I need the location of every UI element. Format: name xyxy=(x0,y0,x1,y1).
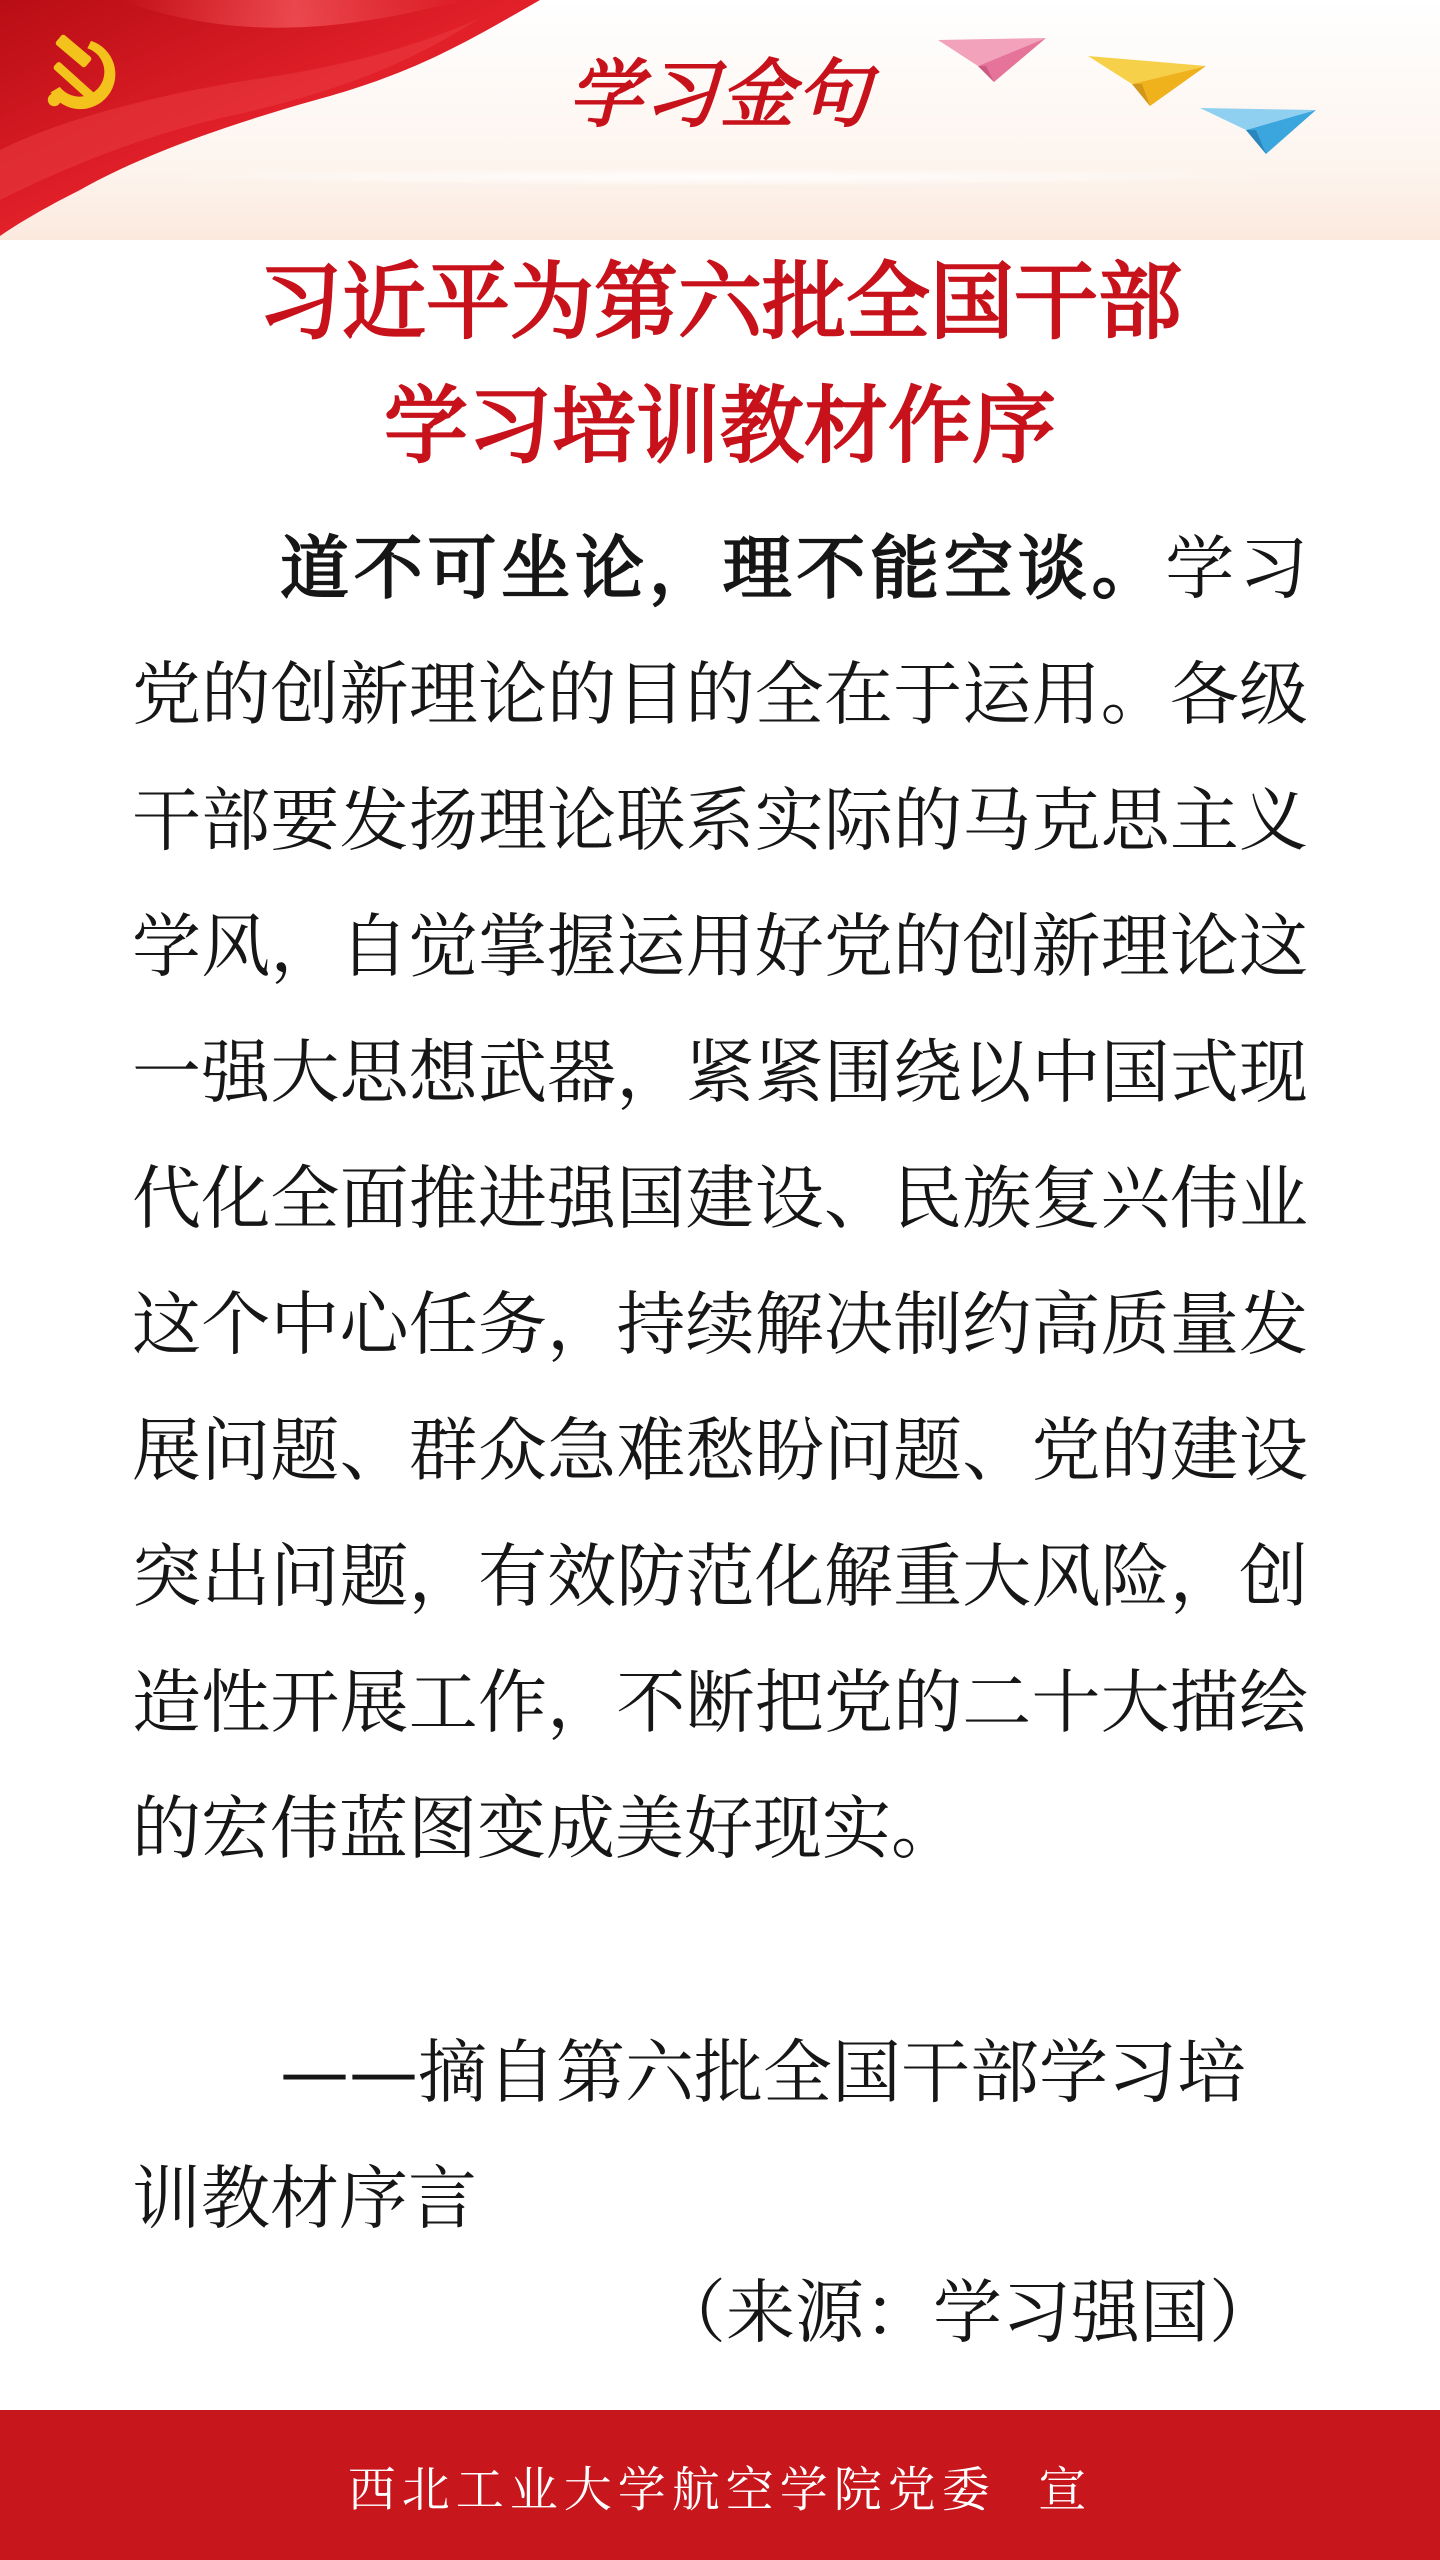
header-glow-decoration xyxy=(140,168,1300,186)
banner-title: 学习金句 xyxy=(568,52,872,138)
quote-lead: 道不可坐论，理不能空谈。 xyxy=(280,529,1166,609)
header-banner xyxy=(0,0,1440,240)
excerpt-attribution: ——摘自第六批全国干部学习培训教材序言 xyxy=(132,2033,1246,2239)
title-line-1: 习近平为第六批全国干部 xyxy=(257,252,1182,351)
title-line-2: 学习培训教材作序 xyxy=(383,376,1056,475)
page-title xyxy=(0,240,1440,488)
paper-plane-icon xyxy=(1088,52,1208,108)
paper-plane-icon xyxy=(938,36,1048,86)
paper-plane-icon xyxy=(1200,100,1318,156)
quote-text: 学习党的创新理论的目的全在于运用。各级干部要发扬理论联系实际的马克思主义学风，自觉掌握运用好党的创新理论这一强大思想武器，紧紧围绕以中国式现代化全面推进强国建设、民族复兴伟业这个中心任务，持续解决制约高质量发展问题、群众急难愁盼问题、党的建设突出问题，有效防范化解重大风险，创造性开展工作，不断把党的二十大描绘的宏伟蓝图变成美好现实。 xyxy=(132,529,1309,1869)
footer-text: 西北工业大学航空学院党委 宣 xyxy=(347,2461,1093,2518)
quote-paragraph xyxy=(132,506,1308,1892)
source-note: （来源：学习强国） xyxy=(657,2273,1278,2353)
footer-bar xyxy=(0,2410,1440,2560)
hammer-sickle-icon xyxy=(34,28,126,120)
